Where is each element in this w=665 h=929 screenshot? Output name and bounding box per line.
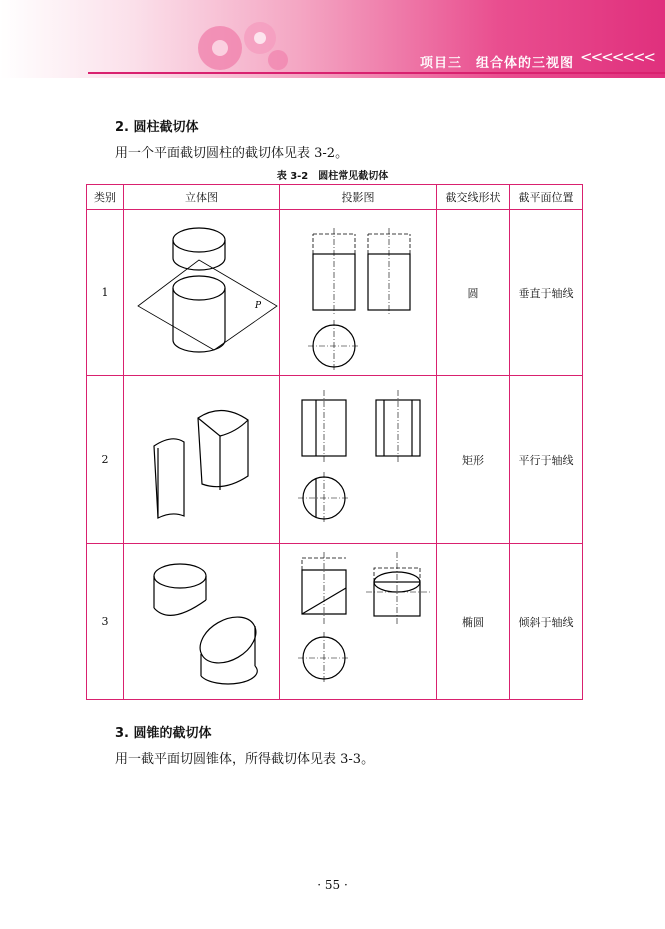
- cylinder-cut-oblique-3d-icon: [124, 544, 279, 699]
- projection-views-1-icon: [280, 210, 436, 375]
- chevrons-icon: <<<<<<<: [580, 48, 654, 66]
- table-row: [87, 210, 583, 376]
- row-section-shape: 椭圆: [437, 544, 510, 700]
- row-plane-position: 倾斜于轴线: [510, 544, 583, 700]
- row-3d-figure: [124, 376, 280, 544]
- cylinder-cut-perpendicular-3d-icon: [124, 210, 279, 375]
- table-row: [87, 544, 583, 700]
- projection-views-2-icon: [280, 376, 436, 543]
- row-category: 1: [87, 210, 124, 376]
- header-plane-position: 截平面位置: [510, 185, 583, 210]
- row-section-shape: 矩形: [437, 376, 510, 544]
- header-section-shape: 截交线形状: [437, 185, 510, 210]
- cylinder-cut-parallel-3d-icon: [124, 376, 279, 543]
- table-row: [87, 376, 583, 544]
- section-2-intro: 用一个平面截切圆柱的截切体见表 3-2。: [115, 146, 349, 161]
- section-3-heading: 3. 圆锥的截切体: [115, 726, 212, 741]
- table-header-row: [87, 185, 583, 210]
- row-plane-position: 平行于轴线: [510, 376, 583, 544]
- row-projection: [280, 544, 437, 700]
- row-plane-position: 垂直于轴线: [510, 210, 583, 376]
- row-3d-figure: [124, 210, 280, 376]
- row-category: 2: [87, 376, 124, 544]
- header-category: 类别: [87, 185, 124, 210]
- page-number: · 55 ·: [317, 878, 348, 892]
- row-category: 3: [87, 544, 124, 700]
- header-rule: [88, 72, 665, 74]
- table-caption: 表 3-2 圆柱常见截切体: [276, 171, 389, 182]
- section-3-intro: 用一截平面切圆锥体，所得截切体见表 3-3。: [115, 752, 375, 767]
- cut-cylinder-table: [86, 184, 583, 700]
- projection-views-3-icon: [280, 544, 436, 699]
- row-3d-figure: [124, 544, 280, 700]
- section-2-heading: 2. 圆柱截切体: [115, 120, 199, 135]
- header-projection: 投影图: [280, 185, 437, 210]
- row-section-shape: 圆: [437, 210, 510, 376]
- gear-decoration-icon: [180, 8, 300, 78]
- chapter-title: 项目三 组合体的三视图: [420, 56, 575, 71]
- row-projection: [280, 376, 437, 544]
- plane-label: P: [255, 301, 262, 311]
- row-projection: [280, 210, 437, 376]
- header-3d-view: 立体图: [124, 185, 280, 210]
